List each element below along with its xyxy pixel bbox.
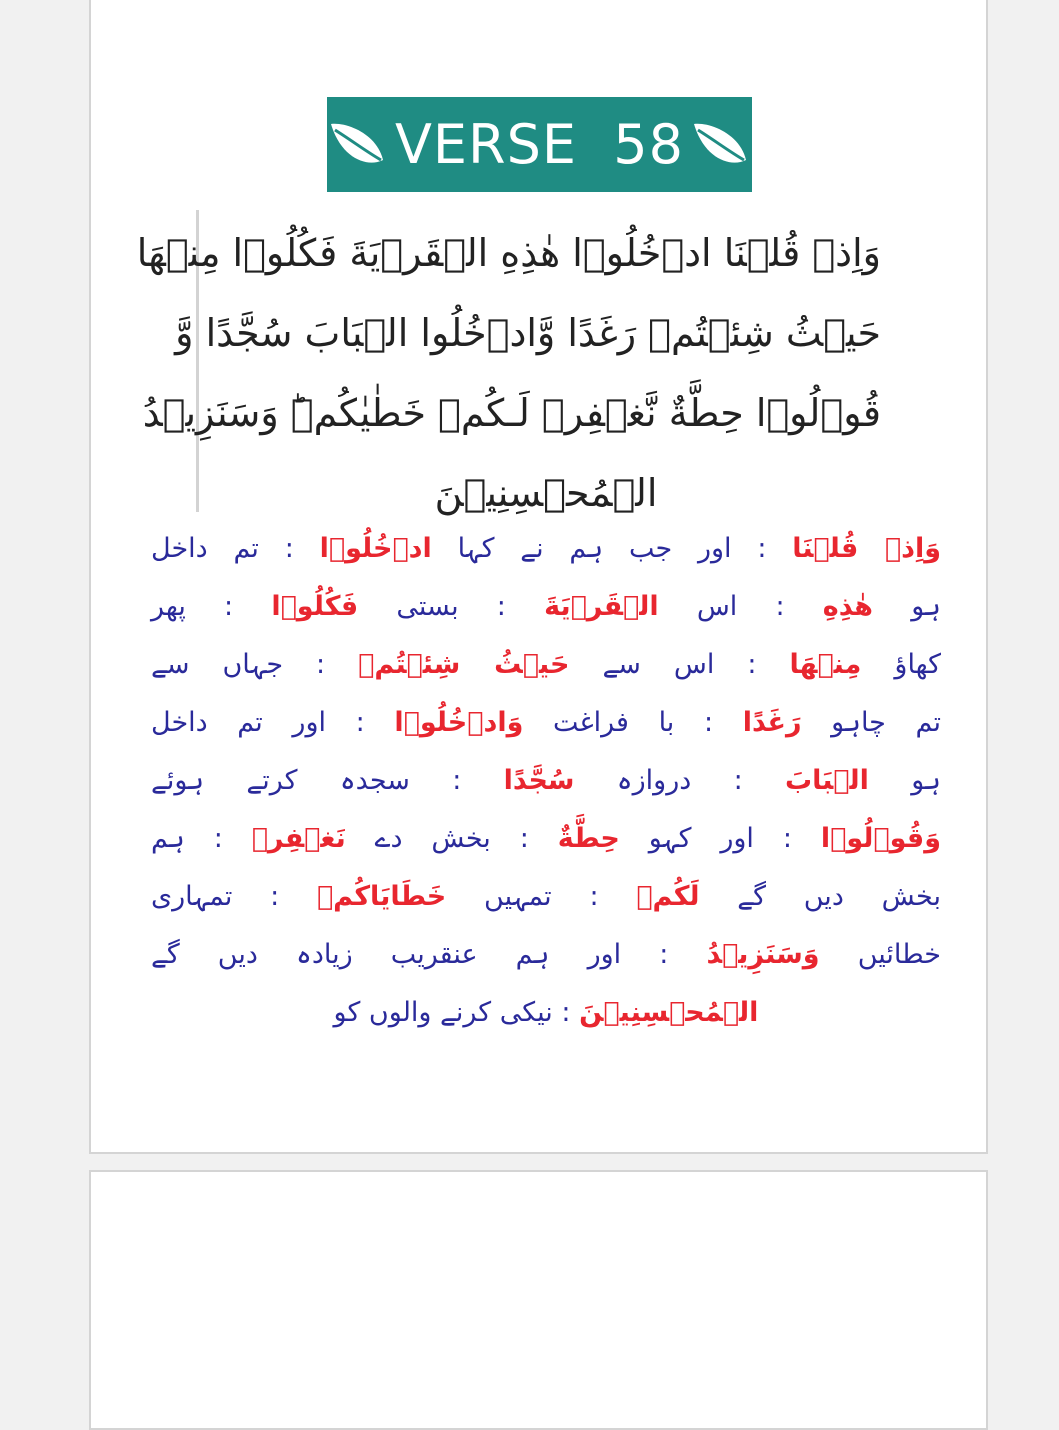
arabic-term: الۡمُحۡسِنِيۡنَ [579,997,759,1028]
urdu-meaning: : تمہاری [151,881,317,912]
verse-banner [327,97,752,192]
arabic-term: الۡقَرۡيَةَ [544,591,659,622]
urdu-meaning: : تم داخل [151,533,320,564]
verse-title: VERSE 58 [394,112,685,176]
urdu-meaning: : اس [658,591,823,622]
document-page [89,0,988,1154]
urdu-meaning: : اور جب ہم نے کہا [431,533,793,564]
arabic-term: مِنۡهَا [789,649,862,680]
urdu-meaning: : بخش دے [345,823,558,854]
arabic-term: وَسَنَزِيۡدُ [706,939,820,970]
arabic-line: قُوۡلُوۡا حِطَّةٌ نَّغۡفِرۡ لَـكُمۡ خَطٰيٰكُمۡ‌ؕ وَسَنَزِيۡدُ [142,391,881,435]
translation-line [151,636,941,694]
leaf-icon [690,120,752,170]
arabic-term: حِطَّةٌ [557,823,620,854]
urdu-meaning: : با فراغت [523,707,743,738]
urdu-meaning: : اور ہم عنقریب زیادہ دیں گے [151,939,707,970]
arabic-term: الۡبَابَ [785,765,869,796]
urdu-meaning: : اس سے [569,649,790,680]
arabic-term: لَكُمۡ [636,881,700,912]
urdu-meaning: : نیکی کرنے والوں کو [333,997,580,1028]
urdu-meaning: : اور تم داخل [151,707,395,738]
translation-line [151,984,941,1042]
translation-line [151,578,941,636]
arabic-line: وَاِذۡ قُلۡنَا ادۡخُلُوۡا هٰذِهِ الۡقَرۡيَةَ فَكُلُوۡا مِنۡهَا [136,231,881,275]
arabic-term: هٰذِهِ [822,591,874,622]
translation-line [151,752,941,810]
urdu-meaning: : دروازہ [574,765,785,796]
arabic-line: الۡمُحۡسِنِيۡنَ [434,471,658,515]
urdu-meaning: ہو [873,591,941,622]
urdu-meaning: : سجدہ کرتے ہوئے [151,765,504,796]
urdu-meaning: : بستی [358,591,545,622]
arabic-term: ادۡخُلُوۡا [319,533,432,564]
arabic-term: رَغَدًا [742,707,802,738]
arabic-term: وَادۡخُلُوۡا [394,707,524,738]
urdu-meaning: : تمہیں [446,881,637,912]
urdu-meaning: : جہاں سے [151,649,359,680]
urdu-meaning: تم چاہو [801,707,941,738]
translation-line [151,868,941,926]
next-page [89,1170,988,1430]
arabic-term: حَيۡثُ شِئۡتُمۡ [358,649,570,680]
urdu-meaning: خطائیں [819,939,941,970]
urdu-meaning: : اور کہو [619,823,821,854]
arabic-term: نَغۡفِرۡ [251,823,346,854]
translation-line [151,520,941,578]
urdu-meaning: بخش دیں گے [699,881,941,912]
urdu-meaning: ہو [868,765,941,796]
arabic-term: وَاِذۡ قُلۡنَا [792,533,941,564]
translation-line [151,694,941,752]
arabic-term: سُجَّدًا [503,765,575,796]
urdu-meaning: : پھر [151,591,272,622]
urdu-meaning: : ہم [151,823,252,854]
translation-line [151,926,941,984]
leaf-icon [327,120,389,170]
arabic-term: وَقُوۡلُوۡا [820,823,941,854]
urdu-meaning: کھاؤ [861,649,941,680]
arabic-term: خَطَايَاكُمۡ [316,881,447,912]
word-by-word-translation [151,520,941,1042]
translation-line [151,810,941,868]
arabic-verse [136,213,881,533]
arabic-line: حَيۡثُ شِئۡتُمۡ رَغَدًا وَّادۡخُلُوا الۡبَابَ سُجَّدًا وَّ [175,311,881,355]
arabic-term: فَكُلُوۡا [271,591,359,622]
